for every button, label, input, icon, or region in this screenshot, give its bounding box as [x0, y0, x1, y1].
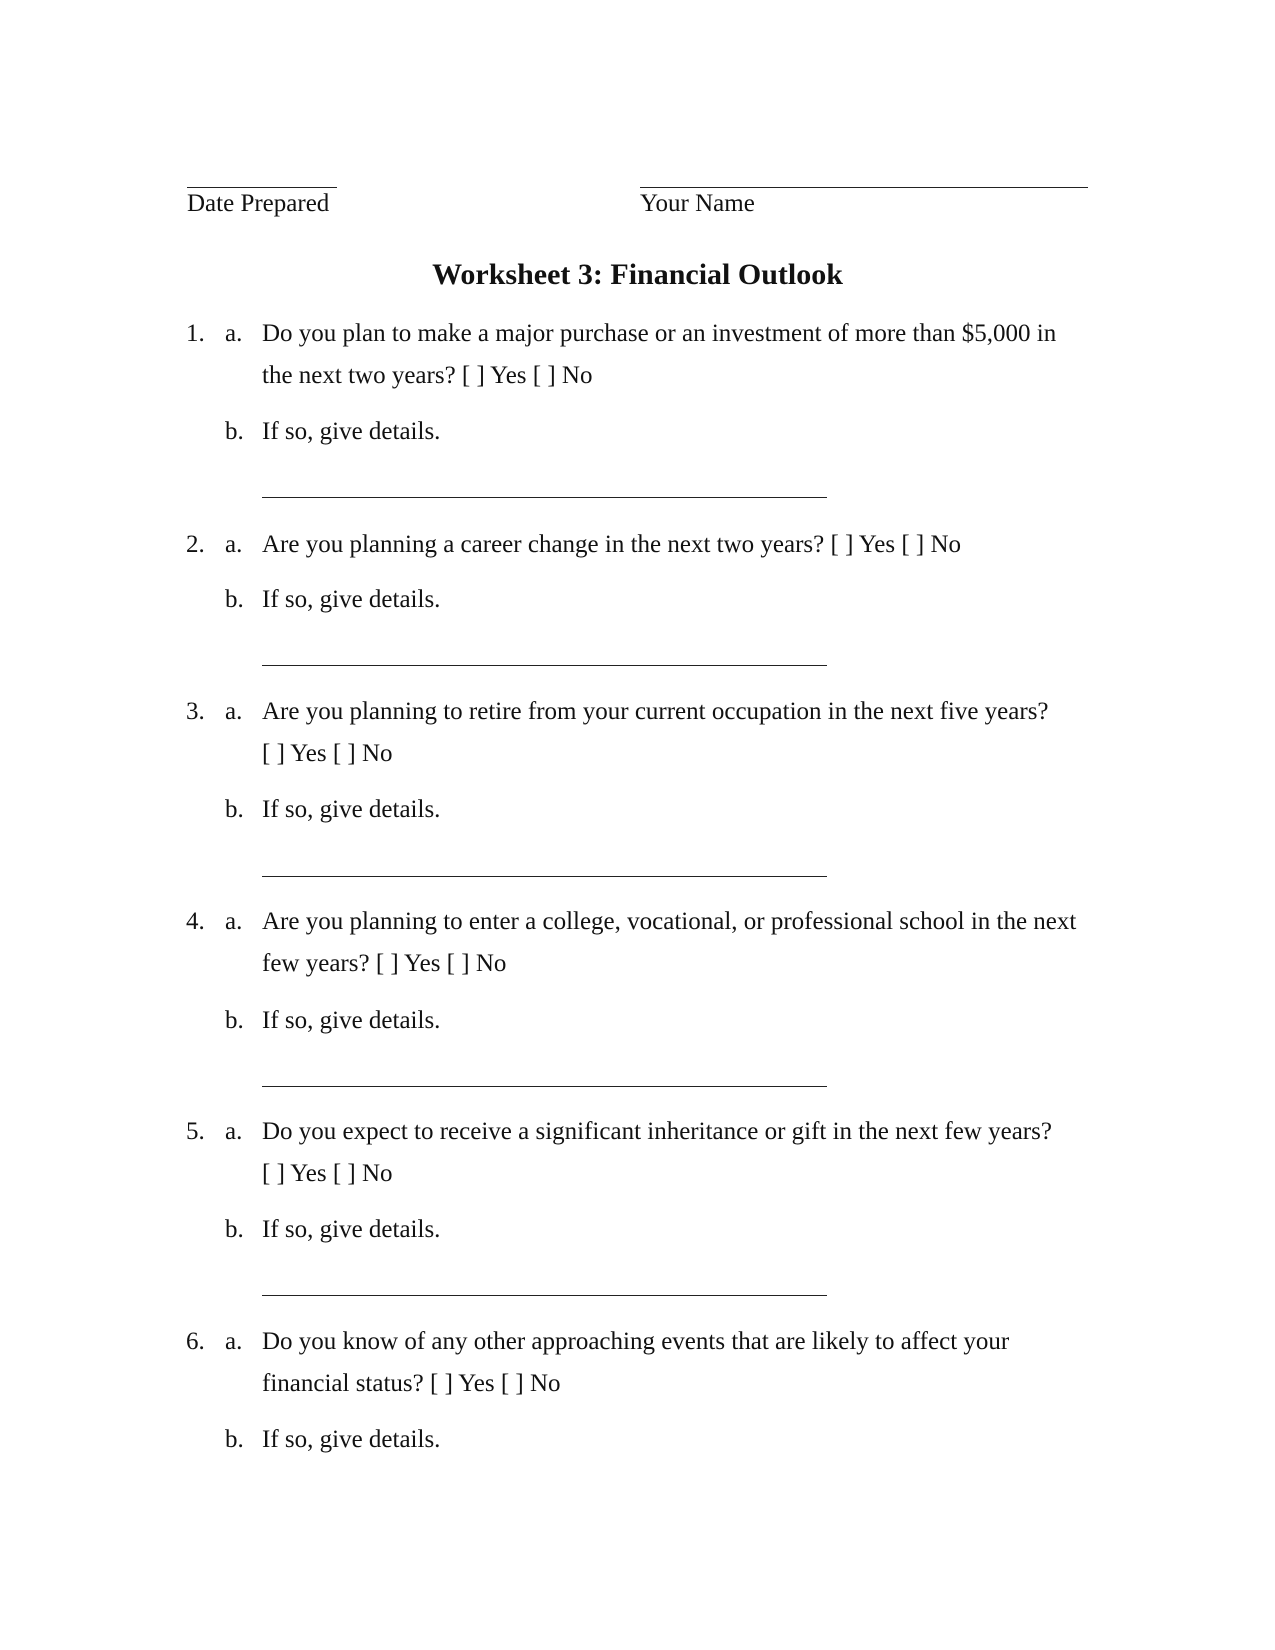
question-text-line: Are you planning to retire from your current occupation in the next five years? [262, 698, 1049, 725]
question-number: 2. [186, 531, 205, 558]
question-text-line: the next two years? [ ] Yes [ ] No [262, 362, 593, 389]
details-answer-line[interactable] [262, 876, 827, 877]
question-part-letter: b. [225, 796, 244, 823]
question-part-letter: b. [225, 1007, 244, 1034]
details-answer-line[interactable] [262, 1295, 827, 1296]
question-number: 6. [186, 1328, 205, 1355]
question-number: 3. [186, 698, 205, 725]
question-part-letter: a. [225, 531, 243, 558]
question-part-letter: a. [225, 1328, 243, 1355]
question-number: 1. [186, 320, 205, 347]
details-answer-line[interactable] [262, 665, 827, 666]
question-text-line: [ ] Yes [ ] No [262, 1160, 393, 1187]
details-prompt: If so, give details. [262, 1216, 441, 1243]
question-text-line: [ ] Yes [ ] No [262, 740, 393, 767]
question-text-line: few years? [ ] Yes [ ] No [262, 950, 507, 977]
details-prompt: If so, give details. [262, 586, 441, 613]
question-part-letter: b. [225, 586, 244, 613]
date-prepared-line[interactable] [187, 187, 337, 188]
question-text-line: financial status? [ ] Yes [ ] No [262, 1370, 561, 1397]
details-answer-line[interactable] [262, 497, 827, 498]
question-text-line: Do you know of any other approaching events that are likely to affect your [262, 1328, 1010, 1355]
date-prepared-label: Date Prepared [187, 190, 330, 217]
question-number: 4. [186, 908, 205, 935]
details-prompt: If so, give details. [262, 418, 441, 445]
question-text-line: Are you planning to enter a college, vocational, or professional school in the next [262, 908, 1077, 935]
question-part-letter: a. [225, 320, 243, 347]
details-prompt: If so, give details. [262, 796, 441, 823]
question-text-line: Are you planning a career change in the next two years? [ ] Yes [ ] No [262, 531, 962, 558]
question-part-letter: b. [225, 1216, 244, 1243]
question-part-letter: a. [225, 908, 243, 935]
question-text-line: Do you expect to receive a significant inheritance or gift in the next few years? [262, 1118, 1052, 1145]
question-number: 5. [186, 1118, 205, 1145]
your-name-label: Your Name [640, 190, 755, 217]
your-name-line[interactable] [640, 187, 1088, 188]
question-part-letter: b. [225, 1426, 244, 1453]
question-part-letter: b. [225, 418, 244, 445]
details-prompt: If so, give details. [262, 1007, 441, 1034]
question-part-letter: a. [225, 698, 243, 725]
details-answer-line[interactable] [262, 1086, 827, 1087]
question-part-letter: a. [225, 1118, 243, 1145]
question-text-line: Do you plan to make a major purchase or an investment of more than $5,000 in [262, 320, 1057, 347]
page-title: Worksheet 3: Financial Outlook [432, 258, 843, 291]
details-prompt: If so, give details. [262, 1426, 441, 1453]
